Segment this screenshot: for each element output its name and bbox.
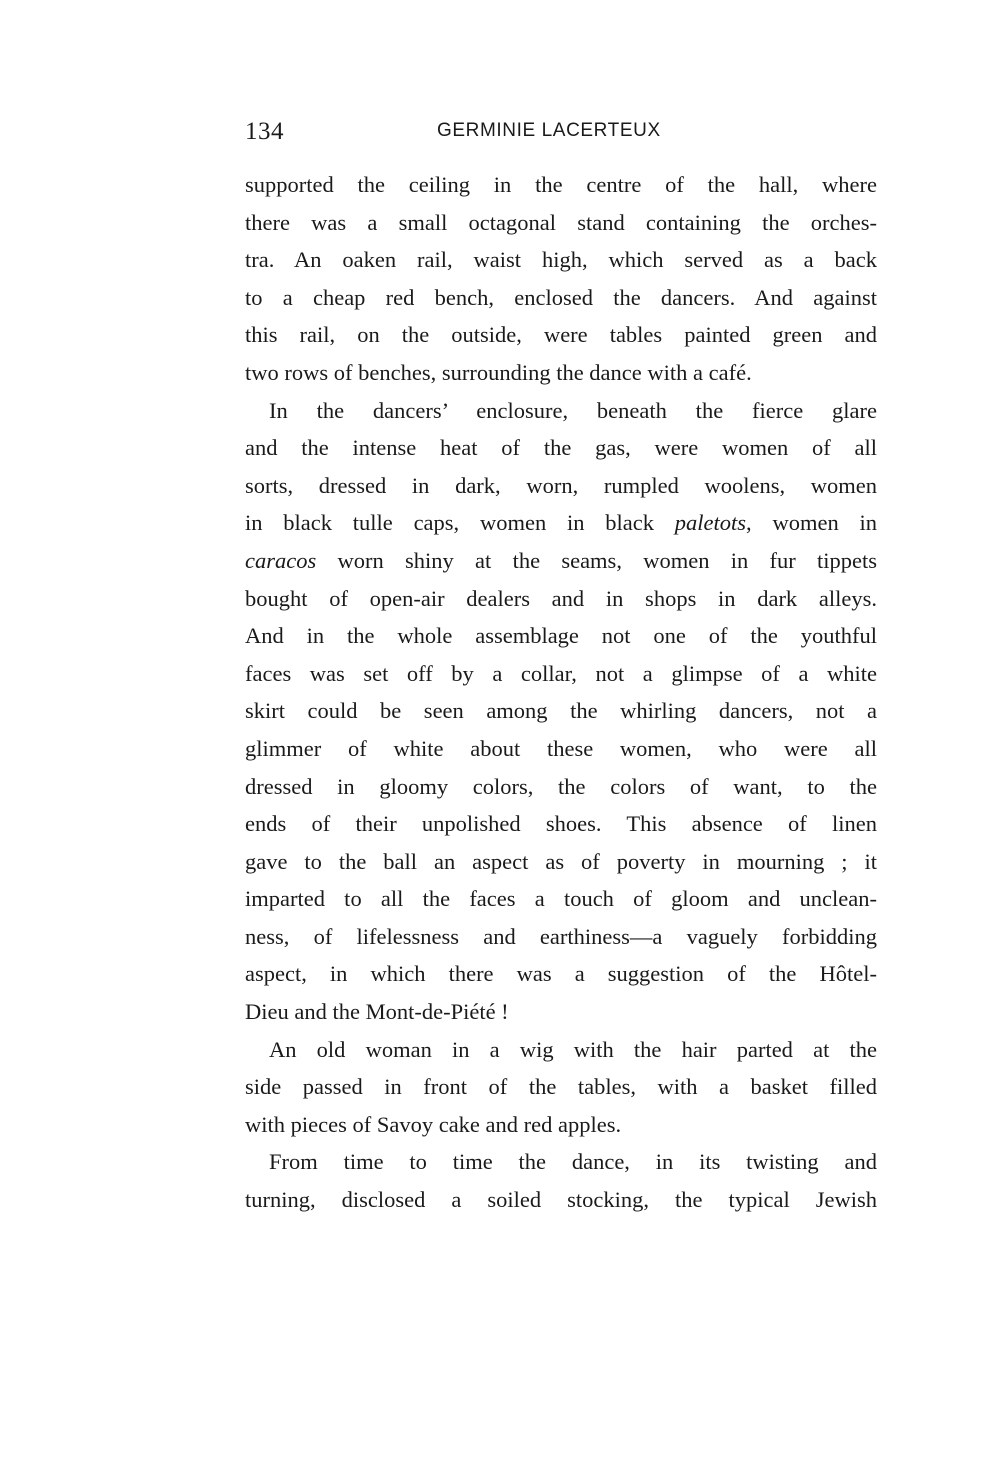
paragraph: [245, 1031, 877, 1144]
text-line: ness, of lifelessness and earthiness—a vaguely forbidding: [245, 923, 877, 949]
text-line: with pieces of Savoy cake and red apples.: [245, 1111, 622, 1137]
page-number: 134: [245, 118, 284, 145]
paragraph: [245, 1143, 877, 1218]
text-line: caracos worn shiny at the seams, women in fur tippets: [245, 547, 877, 573]
text-line: in black tulle caps, women in black paletots, women in: [245, 510, 877, 536]
text-line: turning, disclosed a soiled stocking, the typical Jewish: [245, 1187, 877, 1213]
text-line: And in the whole assemblage not one of the youthful: [245, 623, 877, 649]
text-line: bought of open-air dealers and in shops in dark alleys.: [245, 585, 877, 611]
running-head: [245, 118, 877, 154]
text-line: supported the ceiling in the centre of the hall, where: [245, 172, 877, 197]
text-line: skirt could be seen among the whirling dancers, not a: [245, 698, 877, 724]
text-line: imparted to all the faces a touch of gloom and unclean-: [245, 886, 877, 912]
text-line: aspect, in which there was a suggestion of the Hôtel-: [245, 961, 877, 987]
text-line: there was a small octagonal stand containing the orches-: [245, 209, 877, 235]
text-line: to a cheap red bench, enclosed the dancers. And against: [245, 284, 877, 310]
running-title: GERMINIE LACERTEUX: [437, 120, 661, 141]
text-line: faces was set off by a collar, not a glimpse of a white: [245, 660, 877, 686]
text-line: ends of their unpolished shoes. This absence of linen: [245, 811, 877, 837]
italic-term: paletots: [674, 510, 747, 536]
text-line: Dieu and the Mont-de-Piété !: [245, 999, 509, 1025]
text-line: sorts, dressed in dark, worn, rumpled woolens, women: [245, 472, 877, 498]
text-line: tra. An oaken rail, waist high, which served as a back: [245, 247, 877, 273]
text-line: two rows of benches, surrounding the dance with a café.: [245, 359, 752, 385]
text-line: In the dancers’ enclosure, beneath the fierce glare: [269, 397, 877, 423]
paragraph: [245, 166, 877, 392]
text-line: dressed in gloomy colors, the colors of want, to the: [245, 773, 877, 799]
text-line: this rail, on the outside, were tables painted green and: [245, 322, 877, 348]
text-line: gave to the ball an aspect as of poverty in mourning ; it: [245, 848, 877, 874]
text-line: glimmer of white about these women, who were all: [245, 735, 877, 761]
body-text: [245, 166, 877, 1219]
text-line: An old woman in a wig with the hair parted at the: [269, 1036, 877, 1062]
italic-term: caracos: [245, 547, 317, 573]
text-line: side passed in front of the tables, with a basket filled: [245, 1074, 877, 1100]
text-line: From time to time the dance, in its twisting and: [269, 1149, 877, 1175]
paragraph: [245, 392, 877, 1031]
text-line: and the intense heat of the gas, were women of all: [245, 435, 877, 461]
